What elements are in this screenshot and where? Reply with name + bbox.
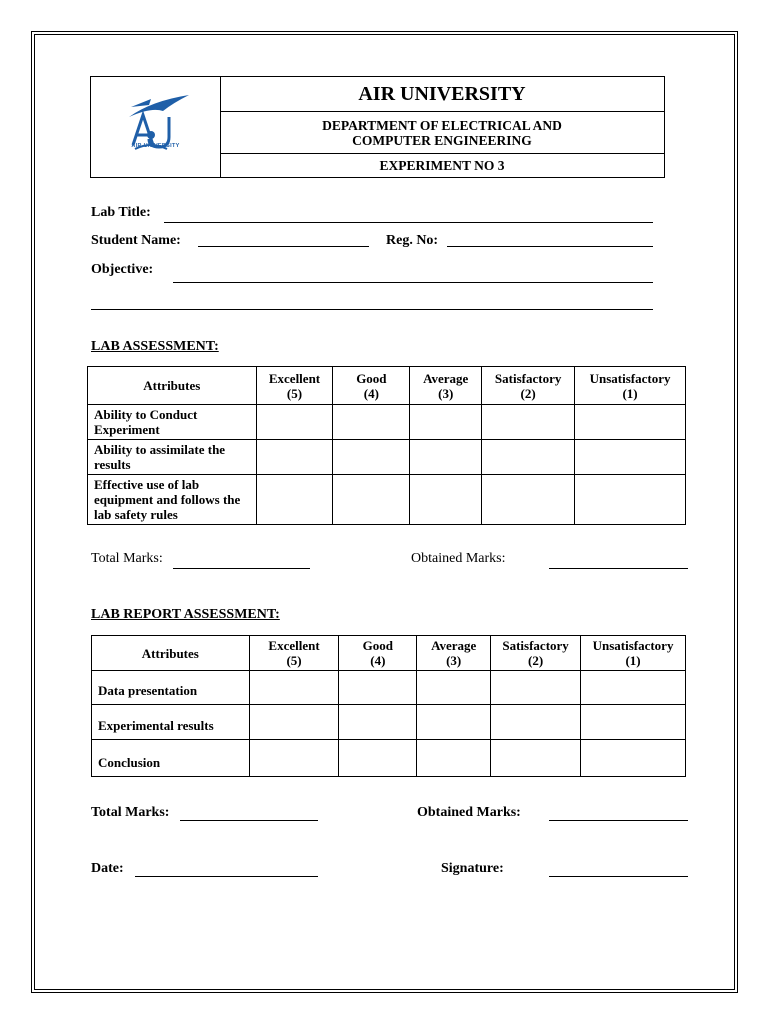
student-name-field[interactable] <box>198 246 369 247</box>
table-row <box>92 740 686 777</box>
score-cell[interactable] <box>417 671 491 705</box>
score-cell[interactable] <box>575 475 686 525</box>
column-header: Average (3) <box>410 367 482 405</box>
lab-assessment-table <box>87 366 686 525</box>
score-cell[interactable] <box>410 475 482 525</box>
department-title: DEPARTMENT OF ELECTRICAL AND COMPUTER ENGINEERING <box>220 112 664 154</box>
table-header-row <box>92 636 686 671</box>
score-cell[interactable] <box>256 405 333 440</box>
signature-field[interactable] <box>549 876 688 877</box>
report-total-marks-field[interactable] <box>180 820 318 821</box>
column-header: Good (4) <box>339 636 417 671</box>
table-row <box>88 405 686 440</box>
score-cell[interactable] <box>249 705 339 740</box>
row-attribute: Experimental results <box>92 705 250 740</box>
score-cell[interactable] <box>339 671 417 705</box>
lab-title-field[interactable] <box>164 222 653 223</box>
total-marks-label: Total Marks: <box>91 551 163 566</box>
document-header <box>90 76 665 178</box>
date-field[interactable] <box>135 876 318 877</box>
score-cell[interactable] <box>491 671 581 705</box>
row-attribute: Ability to assimilate the results <box>88 440 257 475</box>
column-header: Excellent (5) <box>249 636 339 671</box>
score-cell[interactable] <box>410 440 482 475</box>
column-header: Unsatisfactory (1) <box>575 367 686 405</box>
score-cell[interactable] <box>249 740 339 777</box>
objective-field-line-1[interactable] <box>173 282 653 283</box>
score-cell[interactable] <box>249 671 339 705</box>
score-cell[interactable] <box>575 405 686 440</box>
obtained-marks-label: Obtained Marks: <box>411 551 506 566</box>
column-header: Average (3) <box>417 636 491 671</box>
column-header: Unsatisfactory (1) <box>581 636 686 671</box>
table-header-row <box>88 367 686 405</box>
score-cell[interactable] <box>581 705 686 740</box>
score-cell[interactable] <box>333 405 410 440</box>
row-attribute: Effective use of lab equipment and follows the lab safety rules <box>88 475 257 525</box>
score-cell[interactable] <box>339 705 417 740</box>
score-cell[interactable] <box>581 671 686 705</box>
lab-assessment-title: LAB ASSESSMENT: <box>91 339 219 354</box>
score-cell[interactable] <box>482 475 575 525</box>
column-header: Attributes <box>88 367 257 405</box>
experiment-number: EXPERIMENT NO 3 <box>379 157 505 173</box>
table-row <box>92 671 686 705</box>
score-cell[interactable] <box>417 705 491 740</box>
score-cell[interactable] <box>482 440 575 475</box>
column-header: Satisfactory (2) <box>491 636 581 671</box>
row-attribute: Data presentation <box>92 671 250 705</box>
score-cell[interactable] <box>339 740 417 777</box>
score-cell[interactable] <box>417 740 491 777</box>
objective-field-line-2[interactable] <box>91 309 653 310</box>
reg-no-field[interactable] <box>447 246 653 247</box>
score-cell[interactable] <box>491 740 581 777</box>
column-header: Attributes <box>92 636 250 671</box>
lab-report-table <box>91 635 686 777</box>
column-header: Good (4) <box>333 367 410 405</box>
score-cell[interactable] <box>482 405 575 440</box>
table-row <box>88 440 686 475</box>
score-cell[interactable] <box>410 405 482 440</box>
signature-label: Signature: <box>441 861 504 876</box>
table-row <box>92 705 686 740</box>
obtained-marks-field[interactable] <box>549 568 688 569</box>
university-title: AIR UNIVERSITY <box>220 77 664 112</box>
objective-label: Objective: <box>91 262 154 277</box>
row-attribute: Ability to Conduct Experiment <box>88 405 257 440</box>
score-cell[interactable] <box>333 440 410 475</box>
column-header: Excellent (5) <box>256 367 333 405</box>
report-total-marks-label: Total Marks: <box>91 805 170 820</box>
reg-no-label: Reg. No: <box>386 233 439 248</box>
score-cell[interactable] <box>491 705 581 740</box>
column-header: Satisfactory (2) <box>482 367 575 405</box>
score-cell[interactable] <box>581 740 686 777</box>
logo-caption: AIR UNIVERSITY <box>131 143 180 149</box>
lab-title-label: Lab Title: <box>91 205 151 220</box>
lab-report-assessment-title: LAB REPORT ASSESSMENT: <box>91 607 280 622</box>
score-cell[interactable] <box>333 475 410 525</box>
score-cell[interactable] <box>256 440 333 475</box>
air-university-logo-icon <box>91 77 220 177</box>
table-row <box>88 475 686 525</box>
row-attribute: Conclusion <box>92 740 250 777</box>
logo-cell <box>91 77 221 177</box>
student-name-label: Student Name: <box>91 233 181 248</box>
score-cell[interactable] <box>575 440 686 475</box>
report-obtained-marks-label: Obtained Marks: <box>417 805 521 820</box>
report-obtained-marks-field[interactable] <box>549 820 688 821</box>
date-label: Date: <box>91 861 124 876</box>
score-cell[interactable] <box>256 475 333 525</box>
total-marks-field[interactable] <box>173 568 310 569</box>
